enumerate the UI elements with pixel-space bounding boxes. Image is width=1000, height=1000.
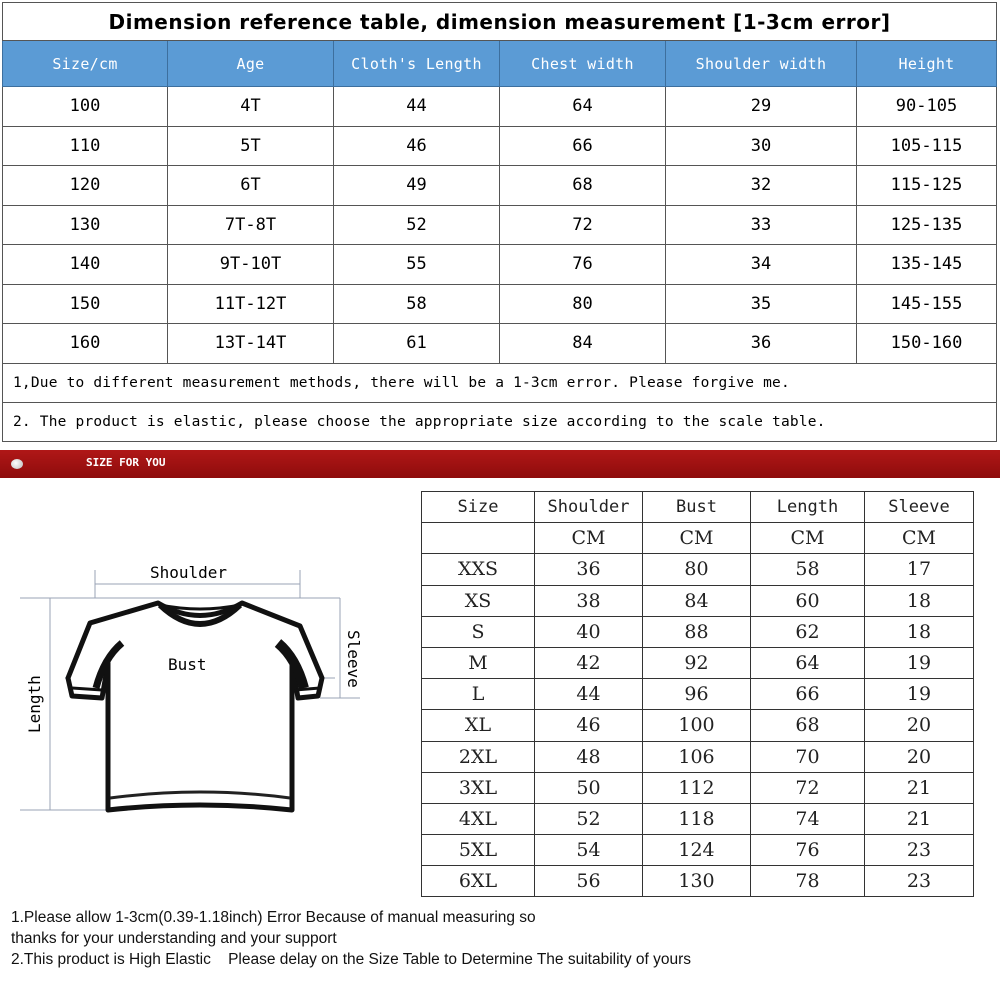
cell: 29 (666, 87, 857, 127)
header-shoulder: Shoulder (535, 492, 643, 523)
cell: 61 (334, 324, 500, 364)
cell: 34 (666, 245, 857, 285)
cell: 58 (751, 554, 865, 585)
header-size: Size/cm (3, 41, 168, 87)
cell: 72 (751, 772, 865, 803)
cell: 96 (643, 679, 751, 710)
cell: 18 (865, 616, 974, 647)
bust-label: Bust (168, 655, 207, 674)
note-line-3: 2.This product is High Elastic Please delay on the Size Table to Determine The suitability of yours (11, 951, 692, 968)
cell: 78 (751, 866, 865, 897)
cell: 23 (865, 835, 974, 866)
cell: 6T (168, 166, 334, 206)
cell: 5T (168, 126, 334, 166)
cell: 120 (3, 166, 168, 206)
header-bust: Bust (643, 492, 751, 523)
cell: 21 (865, 803, 974, 834)
unit-cell: CM (643, 523, 751, 554)
table-row (422, 741, 974, 772)
cell: 76 (751, 835, 865, 866)
cell: 88 (643, 616, 751, 647)
cell: 72 (500, 205, 666, 245)
cell: 130 (3, 205, 168, 245)
table-note-2: 2. The product is elastic, please choose the appropriate size according to the scale table. (3, 402, 997, 441)
table-row (3, 166, 997, 206)
table-row (422, 647, 974, 678)
tshirt-icon (68, 603, 322, 810)
table-row (422, 803, 974, 834)
table-row (3, 126, 997, 166)
cell: 66 (500, 126, 666, 166)
cell: 84 (643, 585, 751, 616)
table-row (3, 205, 997, 245)
header-cloth-length: Cloth's Length (334, 41, 500, 87)
cell: 33 (666, 205, 857, 245)
cell: XS (422, 585, 535, 616)
header-shoulder-width: Shoulder width (666, 41, 857, 87)
cell: 64 (751, 647, 865, 678)
cell: 52 (334, 205, 500, 245)
cell: 56 (535, 866, 643, 897)
header-size: Size (422, 492, 535, 523)
cell: 68 (500, 166, 666, 206)
cell: 35 (666, 284, 857, 324)
size-for-you-banner (0, 450, 1000, 478)
cell: 50 (535, 772, 643, 803)
cell: 135-145 (857, 245, 997, 285)
cell: 21 (865, 772, 974, 803)
table-row (3, 87, 997, 127)
cell: 42 (535, 647, 643, 678)
cell: 17 (865, 554, 974, 585)
cell: 20 (865, 741, 974, 772)
size-table-header-row (422, 492, 974, 523)
cell: 140 (3, 245, 168, 285)
cell: 124 (643, 835, 751, 866)
cell: 90-105 (857, 87, 997, 127)
note-line-1: 1.Please allow 1-3cm(0.39-1.18inch) Error Because of manual measuring so (11, 909, 536, 926)
header-height: Height (857, 41, 997, 87)
unit-cell: CM (865, 523, 974, 554)
unit-cell (422, 523, 535, 554)
table-title: Dimension reference table, dimension measurement [1-3cm error] (3, 3, 997, 41)
cell: 55 (334, 245, 500, 285)
cell: 66 (751, 679, 865, 710)
cell: 110 (3, 126, 168, 166)
cell: 18 (865, 585, 974, 616)
unit-cell: CM (535, 523, 643, 554)
note-line-2: thanks for your understanding and your support (11, 930, 337, 947)
tshirt-measurement-diagram (10, 548, 400, 838)
header-sleeve: Sleeve (865, 492, 974, 523)
sleeve-label: Sleeve (344, 630, 363, 688)
cell: 30 (666, 126, 857, 166)
cell: 58 (334, 284, 500, 324)
cell: 160 (3, 324, 168, 364)
cell: 84 (500, 324, 666, 364)
cell: 5XL (422, 835, 535, 866)
cell: XL (422, 710, 535, 741)
table-row (422, 616, 974, 647)
cell: 60 (751, 585, 865, 616)
cell: XXS (422, 554, 535, 585)
cell: 32 (666, 166, 857, 206)
length-label: Length (25, 675, 44, 733)
cell: 106 (643, 741, 751, 772)
cell: 11T-12T (168, 284, 334, 324)
cell: 80 (500, 284, 666, 324)
cell: 100 (643, 710, 751, 741)
cell: 19 (865, 647, 974, 678)
cell: 38 (535, 585, 643, 616)
cell: 64 (500, 87, 666, 127)
cell: 44 (535, 679, 643, 710)
cell: 150-160 (857, 324, 997, 364)
cell: 150 (3, 284, 168, 324)
cell: 4T (168, 87, 334, 127)
cell: M (422, 647, 535, 678)
shoulder-label: Shoulder (150, 563, 228, 582)
dimension-reference-table (2, 2, 997, 442)
cell: 20 (865, 710, 974, 741)
cell: 62 (751, 616, 865, 647)
table-note-1: 1,Due to different measurement methods, there will be a 1-3cm error. Please forgive me. (3, 363, 997, 402)
cell: 76 (500, 245, 666, 285)
table-row (422, 679, 974, 710)
cell: 74 (751, 803, 865, 834)
cell: 40 (535, 616, 643, 647)
table-row (422, 585, 974, 616)
cell: 48 (535, 741, 643, 772)
cell: 70 (751, 741, 865, 772)
cell: 115-125 (857, 166, 997, 206)
cell: 105-115 (857, 126, 997, 166)
header-age: Age (168, 41, 334, 87)
cell: 6XL (422, 866, 535, 897)
cell: 19 (865, 679, 974, 710)
bullet-dot-icon (11, 459, 23, 469)
table-row (422, 710, 974, 741)
cell: 36 (535, 554, 643, 585)
size-chart-table (421, 491, 974, 897)
table-header-row (3, 41, 997, 87)
banner-label: SIZE FOR YOU (86, 456, 166, 469)
cell: 9T-10T (168, 245, 334, 285)
cell: S (422, 616, 535, 647)
header-length: Length (751, 492, 865, 523)
cell: 52 (535, 803, 643, 834)
cell: 68 (751, 710, 865, 741)
cell: 2XL (422, 741, 535, 772)
cell: 92 (643, 647, 751, 678)
cell: 100 (3, 87, 168, 127)
table-row (3, 284, 997, 324)
cell: 44 (334, 87, 500, 127)
cell: 145-155 (857, 284, 997, 324)
cell: 7T-8T (168, 205, 334, 245)
bottom-notes (11, 907, 991, 970)
table-row (3, 324, 997, 364)
cell: 130 (643, 866, 751, 897)
cell: 4XL (422, 803, 535, 834)
cell: L (422, 679, 535, 710)
cell: 112 (643, 772, 751, 803)
cell: 54 (535, 835, 643, 866)
header-chest-width: Chest width (500, 41, 666, 87)
cell: 36 (666, 324, 857, 364)
cell: 118 (643, 803, 751, 834)
cell: 46 (535, 710, 643, 741)
cell: 125-135 (857, 205, 997, 245)
cell: 3XL (422, 772, 535, 803)
cell: 13T-14T (168, 324, 334, 364)
size-table-unit-row (422, 523, 974, 554)
table-row (422, 554, 974, 585)
table-row (3, 245, 997, 285)
table-row (422, 772, 974, 803)
cell: 80 (643, 554, 751, 585)
cell: 46 (334, 126, 500, 166)
table-row (422, 866, 974, 897)
cell: 23 (865, 866, 974, 897)
unit-cell: CM (751, 523, 865, 554)
cell: 49 (334, 166, 500, 206)
table-row (422, 835, 974, 866)
